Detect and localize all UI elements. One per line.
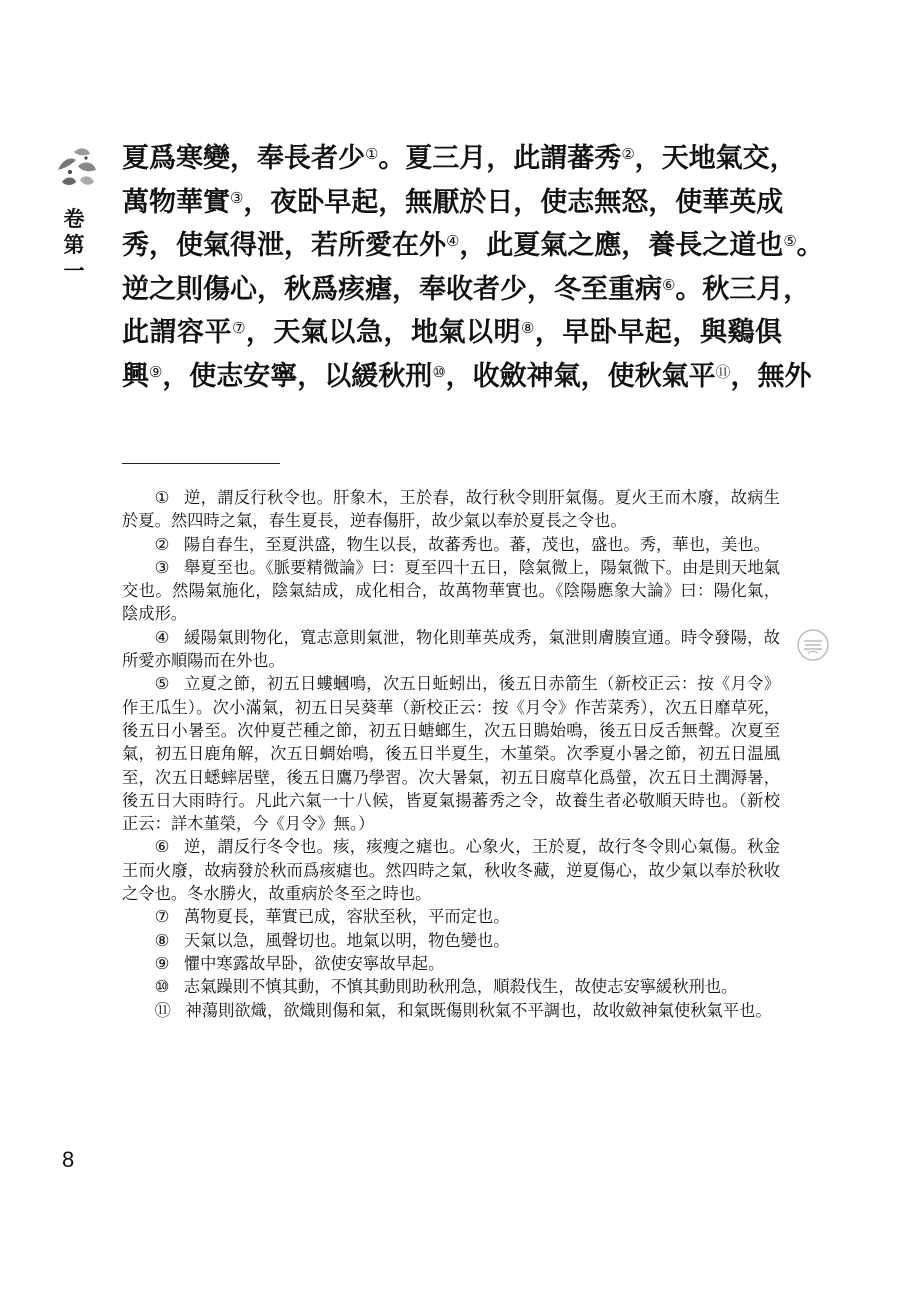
footnote-ref: ① (365, 144, 379, 163)
footnote-mark: ⑦ (154, 907, 170, 927)
footnote (122, 486, 780, 533)
footnote (122, 835, 780, 905)
footnote-mark: ⑧ (154, 930, 170, 950)
flower-ornament-icon (52, 142, 100, 194)
main-text-line (122, 181, 782, 225)
footnote-ref: ⑩ (432, 362, 446, 381)
footnote-text: 志氣躁則不慎其動，不慎其動則助秋刑急，順殺伐生，故使志安寧緩秋刑也。 (183, 977, 738, 997)
footnotes (122, 486, 780, 1022)
footnote-text: 逆，謂反行秋令也。肝象木，王於春，故行秋令則肝氣傷。夏火王而木廢，故病生於夏。然四時之氣，春生夏長，逆春傷肝，故少氣以奉於夏長之令也。 (122, 488, 780, 531)
volume-char: 一 (63, 258, 85, 283)
text-segment: 逆之則傷心，秋爲痎瘧，奉收者少，冬至重病 (122, 273, 662, 305)
volume-char: 第 (63, 232, 85, 257)
text-segment: ，天氣以急，地氣以明 (245, 317, 522, 348)
main-text (122, 137, 824, 398)
text-segment: ，此夏氣之應，養長之道也 (459, 230, 784, 261)
footnote (122, 672, 780, 835)
main-text-line (122, 137, 797, 181)
text-segment: 夏爲寒變，奉長者少 (122, 143, 365, 174)
page-number: 8 (62, 1147, 75, 1172)
text-segment: 此謂容平 (122, 317, 233, 348)
footnote-ref: ⑦ (232, 318, 246, 337)
footnote-mark: ③ (154, 557, 170, 577)
text-segment: ，無外 (730, 360, 812, 392)
footnote-ref: ⑤ (783, 231, 797, 250)
footnote-text: 立夏之節，初五日螻蟈鳴，次五日蚯蚓出，後五日赤箭生（新校正云：按《月令》作王瓜生）。次小滿氣，初五日吴葵華（新校正云：按《月令》作苦菜秀），次五日靡草死，後五日小暑至。次仲夏芒種之節，初五日螗螂生，次五日鵙始鳴，後五日反舌無聲。次夏至氣，初五日鹿角解，次五日蜩始鳴，後五日半夏生，木堇榮。次季夏小暑之節，初五日温風至，次五日蟋蟀居壁，後五日鷹乃學習。次大暑氣，初五日腐草化爲螢，次五日土潤溽暑，後五日大雨時行。凡此六氣一十八候，皆夏氣揚蕃秀之令，故養生者必敬順天時也。（新校正云：詳木堇榮，今《月令》無。） (122, 674, 780, 834)
text-segment: ，天地氣交， (634, 143, 797, 174)
footnote-text: 逆，謂反行冬令也。痎，痎瘦之瘧也。心象火，王於夏，故行冬令則心氣傷。秋金王而火廢，故病發於秋而爲痎瘧也。然四時之氣，秋收冬藏，逆夏傷心，故少氣以奉於秋收之令也。冬水勝火，故重病於冬至之時也。 (122, 837, 780, 904)
footnote-mark: ② (154, 534, 170, 554)
footnote-text: 懼中寒露故早卧，欲使安寧故早起。 (183, 953, 445, 973)
text-segment: ，使志安寧，以緩秋刑 (162, 360, 433, 392)
main-text-line (122, 311, 782, 355)
footnote-mark: ⑩ (154, 977, 170, 997)
text-segment: 秀，使氣得泄，若所愛在外 (122, 230, 446, 261)
footnote (122, 905, 780, 928)
text-segment: 。夏三月，此謂蕃秀 (378, 143, 622, 174)
footnote-ref: ⑥ (662, 275, 676, 294)
footnote (122, 999, 780, 1022)
footnote-ref: ⑧ (521, 318, 535, 337)
footnote-ref: ③ (230, 188, 244, 207)
text-segment: 。 (796, 230, 824, 261)
footnote-ref: ⑪ (715, 362, 731, 381)
footnote-ref: ② (621, 144, 635, 163)
footnote-divider (122, 463, 280, 464)
footnote-text: 緩陽氣則物化，寬志意則氣泄，物化則華英成秀，氣泄則膚腠宣通。時令發陽，故所愛亦順陽而在外也。 (122, 627, 780, 671)
footnote (122, 952, 780, 975)
text-segment: 興 (122, 360, 149, 392)
publisher-seal-icon (796, 628, 830, 662)
main-text-line (122, 268, 811, 312)
footnote (122, 975, 780, 998)
text-segment: 。秋三月， (675, 273, 811, 305)
footnote-text: 陽自春生，至夏洪盛，物生以長，故蕃秀也。蕃，茂也，盛也。秀，華也，美也。 (183, 534, 770, 554)
footnote-ref: ④ (446, 231, 460, 250)
text-segment: ，早卧早起，與鷄俱 (534, 317, 782, 348)
main-text-line (122, 355, 812, 399)
footnote-mark: ④ (154, 627, 170, 647)
footnote (122, 556, 780, 626)
text-segment: ，夜卧早起，無厭於日，使志無怒，使華英成 (243, 186, 784, 218)
footnote-mark: ⑤ (154, 674, 170, 694)
footnote-mark: ⑪ (154, 1000, 171, 1020)
volume-label (62, 206, 86, 284)
text-segment: 萬物華實 (122, 186, 230, 218)
footnote-text: 舉夏至也。《脈要精微論》曰：夏至四十五日，陰氣微上，陽氣微下。由是則天地氣交也。然陽氣施化，陰氣結成，成化相合，故萬物華實也。《陰陽應象大論》曰：陽化氣，陰成形。 (122, 557, 780, 624)
footnote (122, 533, 780, 556)
footnote (122, 929, 780, 952)
main-text-line (122, 224, 824, 268)
footnote-text: 天氣以急，風聲切也。地氣以明，物色變也。 (183, 930, 510, 950)
footnote (122, 626, 780, 673)
footnote-text: 神蕩則欲熾，欲熾則傷和氣，和氣既傷則秋氣不平調也，故收斂神氣使秋氣平也。 (185, 1000, 772, 1020)
volume-char: 卷 (63, 206, 85, 231)
text-segment: ，收斂神氣，使秋氣平 (445, 360, 716, 392)
footnote-mark: ⑥ (154, 837, 170, 857)
footnote-mark: ⑨ (154, 953, 170, 973)
footnote-text: 萬物夏長，華實已成，容狀至秋，平而定也。 (183, 907, 510, 927)
footnote-mark: ① (154, 488, 170, 507)
footnote-ref: ⑨ (149, 362, 163, 381)
